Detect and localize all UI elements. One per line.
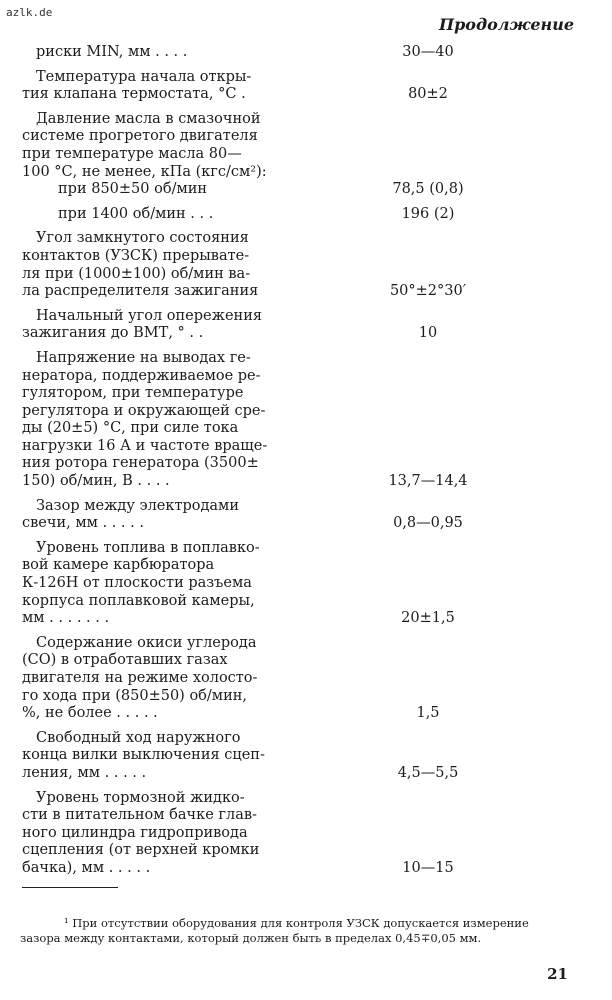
parameter-row	[22, 206, 582, 224]
parameter-row	[22, 230, 582, 300]
parameter-value: 4,5—5,5	[397, 764, 459, 781]
parameter-label-line: Содержание окиси углерода	[36, 634, 257, 651]
parameter-label-line: Уровень тормозной жидко-	[36, 789, 245, 806]
parameter-label-line: ления, мм . . . . .	[22, 764, 147, 781]
parameter-value: 196 (2)	[401, 205, 455, 222]
parameter-value: 10—15	[402, 859, 454, 876]
parameter-value: 78,5 (0,8)	[392, 181, 464, 198]
parameter-label-line: го хода при (850±50) об/мин,	[22, 687, 248, 704]
continuation-heading: Продолжение	[438, 15, 574, 34]
parameter-label-line: при 850±50 об/мин	[58, 181, 208, 198]
parameter-label-line: ного цилиндра гидропривода	[22, 824, 248, 841]
parameter-label	[22, 498, 278, 533]
parameter-label-line: ла распределителя зажигания	[22, 283, 259, 300]
parameter-row	[22, 111, 582, 199]
parameter-label-line: Напряжение на выводах ге-	[36, 349, 251, 366]
parameter-value: 13,7—14,4	[388, 473, 468, 490]
footnote-rule	[22, 887, 118, 888]
parameter-label-line: нагрузки 16 А и частоте враще-	[22, 437, 268, 454]
parameter-value: 20±1,5	[401, 610, 455, 627]
parameter-label-line: риски MIN, мм . . . .	[36, 44, 188, 60]
parameter-label-line: %, не более . . . . .	[22, 705, 158, 722]
parameter-label-line: тия клапана термостата, °С .	[22, 86, 246, 103]
parameter-label-line: свечи, мм . . . . .	[22, 515, 144, 532]
parameter-label	[22, 308, 278, 343]
watermark: azlk.de	[6, 6, 53, 19]
parameter-row	[22, 308, 582, 343]
parameter-row	[22, 730, 582, 783]
parameter-value: 30—40	[402, 44, 454, 60]
parameter-label-line: бачка), мм . . . . .	[22, 859, 151, 876]
parameter-label	[22, 540, 278, 628]
parameter-label-line: Свободный ход наружного	[36, 729, 241, 746]
parameter-row	[22, 69, 582, 104]
parameter-label-line: Уровень топлива в поплавко-	[36, 539, 260, 556]
parameter-row	[22, 790, 582, 878]
parameter-label-line: нератора, поддерживаемое ре-	[22, 367, 261, 384]
parameter-label-line: при температуре масла 80—	[22, 145, 242, 162]
parameter-label-line: сти в питательном бачке глав-	[22, 807, 257, 824]
parameter-row	[22, 540, 582, 628]
parameter-label-line: двигателя на режиме холосто-	[22, 670, 258, 686]
parameter-label-line: ля при (1000±100) об/мин ва-	[22, 265, 251, 282]
parameter-label-line: корпуса поплавковой камеры,	[22, 592, 255, 609]
parameter-label-line: конца вилки выключения сцеп-	[22, 747, 265, 764]
parameter-label-line: К-126Н от плоскости разъема	[22, 575, 252, 592]
footnote-line: ¹ При отсутствии оборудования для контроля УЗСК допускается измерение	[64, 916, 529, 930]
parameter-label	[22, 206, 278, 224]
parameter-label-line: ды (20±5) °С, при силе тока	[22, 420, 239, 437]
parameter-label	[22, 350, 278, 491]
parameter-label	[22, 635, 278, 723]
parameter-row	[22, 498, 582, 533]
parameter-value: 50°±2°30′	[389, 283, 467, 300]
parameter-label-line: регулятора и окружающей сре-	[22, 402, 266, 419]
parameter-label-line: 150) об/мин, В . . . .	[22, 473, 170, 490]
footnote	[20, 916, 586, 946]
parameter-label	[22, 230, 278, 300]
parameter-label	[22, 69, 278, 104]
parameter-label-line: системе прогретого двигателя	[22, 128, 258, 145]
parameter-value: 80±2	[408, 86, 448, 103]
parameter-label-line: (СО) в отработавших газах	[22, 652, 228, 669]
parameter-label-line: вой камере карбюратора	[22, 557, 215, 574]
parameter-value: 10	[418, 325, 438, 342]
parameter-label	[22, 111, 278, 199]
parameter-label-line: гулятором, при температуре	[22, 385, 244, 402]
footnote-line: зазора между контактами, который должен быть в пределах 0,45∓0,05 мм.	[20, 931, 482, 945]
parameter-label-line: при 1400 об/мин . . .	[58, 205, 214, 222]
parameter-label-line: Давление масла в смазочной	[36, 110, 261, 127]
parameter-value: 0,8—0,95	[393, 515, 463, 532]
parameter-row	[22, 350, 582, 491]
parameter-label-line: Угол замкнутого состояния	[36, 230, 249, 247]
parameter-row	[22, 44, 582, 62]
parameter-label-line: 100 °С, не менее, кПа (кгс/см²):	[22, 163, 267, 180]
parameter-label-line: зажигания до ВМТ, ° . .	[22, 325, 204, 342]
parameter-table	[22, 44, 582, 885]
parameter-label-line: Температура начала откры-	[36, 68, 252, 85]
parameter-row	[22, 635, 582, 723]
parameter-label	[22, 730, 278, 783]
page-number: 21	[547, 965, 568, 983]
parameter-label	[22, 44, 278, 62]
parameter-label-line: контактов (УЗСК) прерывате-	[22, 247, 250, 264]
parameter-label-line: ния ротора генератора (3500±	[22, 455, 259, 472]
parameter-label-line: мм . . . . . . .	[22, 610, 110, 627]
parameter-label-line: Начальный угол опережения	[36, 307, 263, 324]
parameter-value: 1,5	[416, 705, 440, 722]
parameter-label-line: сцепления (от верхней кромки	[22, 842, 260, 859]
parameter-label-line: Зазор между электродами	[36, 497, 239, 514]
parameter-label	[22, 790, 278, 878]
